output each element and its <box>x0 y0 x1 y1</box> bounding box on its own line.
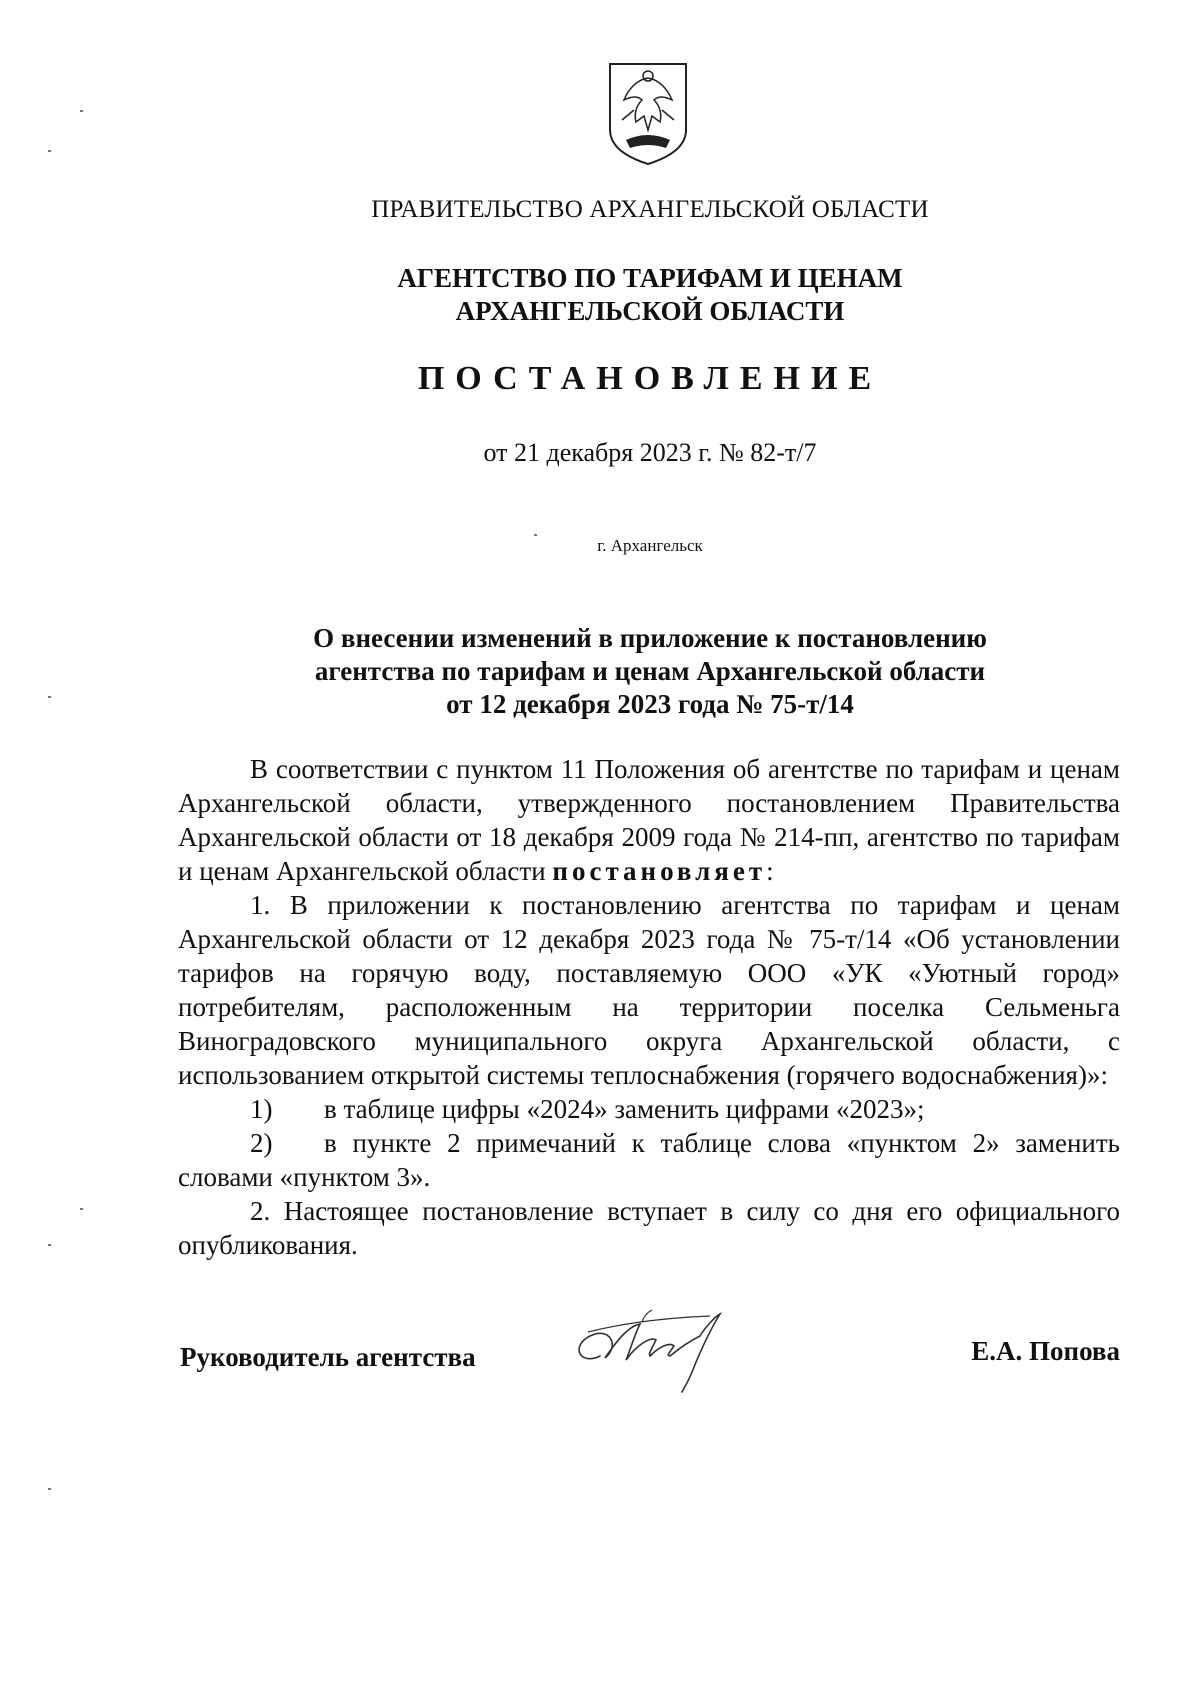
subject-line1: О внесении изменений в приложение к постановлению <box>313 623 987 653</box>
scan-speck <box>48 1488 51 1490</box>
coat-of-arms-icon <box>606 60 690 168</box>
document-date-number: от 21 декабря 2023 г. № 82-т/7 <box>483 438 817 467</box>
scan-speck <box>80 1208 83 1210</box>
item-2-paragraph: 2. Настоящее постановление вступает в силу со дня его официального опубликования. <box>178 1196 1120 1260</box>
agency-name-line2: АРХАНГЕЛЬСКОЙ ОБЛАСТИ <box>455 296 845 326</box>
handwritten-signature <box>560 1296 750 1406</box>
document-body <box>178 752 1120 1262</box>
scan-speck <box>48 696 51 698</box>
item-1-paragraph: 1. В приложении к постановлению агентства по тарифам и ценам Архангельской области от 12 декабря 2023 года № 75-т/14 «Об установлении тарифов на горячую воду, поставляемую ООО «УК «Уютный город» потребителям, расположенным на территории поселка Сельменьга Виноградовского муниципального округа Архангельской области, с использованием открытой системы теплоснабжения (горячего водоснабжения)»: <box>178 890 1120 1090</box>
scan-speck <box>534 534 537 536</box>
scan-speck <box>48 150 51 152</box>
scan-speck <box>80 110 83 112</box>
resolves-word: постановляет <box>552 856 767 886</box>
resolves-suffix: : <box>766 856 774 886</box>
subitem-1 <box>178 1092 1120 1126</box>
government-name: ПРАВИТЕЛЬСТВО АРХАНГЕЛЬСКОЙ ОБЛАСТИ <box>371 196 929 223</box>
subitem-2-paragraph <box>178 1126 1120 1194</box>
subitem-1-number: 1) <box>250 1094 273 1124</box>
document-city: г. Архангельск <box>597 536 703 555</box>
subject-line3: от 12 декабря 2023 года № 75-т/14 <box>446 689 854 719</box>
preamble-paragraph <box>178 752 1120 888</box>
document-subject <box>160 622 1140 721</box>
agency-name <box>160 262 1140 328</box>
subitem-2-text: в пункте 2 примечаний к таблице слова «пунктом 2» заменить словами «пунктом 3». <box>178 1128 1120 1192</box>
scan-speck <box>48 1244 51 1246</box>
agency-name-line1: АГЕНТСТВО ПО ТАРИФАМ И ЦЕНАМ <box>397 263 903 293</box>
signatory-position: Руководитель агентства <box>180 1342 476 1372</box>
subject-line2: агентства по тарифам и ценам Архангельской области <box>314 656 986 686</box>
preamble-text: В соответствии с пунктом 11 Положения об агентстве по тарифам и ценам Архангельской области, утвержденного постановлением Правительства Архангельской области от 18 декабря 2009 года № 214-пп, агентство по тарифам и ценам Архангельской области <box>178 754 1120 886</box>
signatory-name: Е.А. Попова <box>971 1336 1120 1366</box>
subitem-2-number: 2) <box>250 1128 273 1158</box>
subitem-1-text: в таблице цифры «2024» заменить цифрами «2023»; <box>324 1094 925 1124</box>
document-type: ПОСТАНОВЛЕНИЕ <box>417 360 883 397</box>
